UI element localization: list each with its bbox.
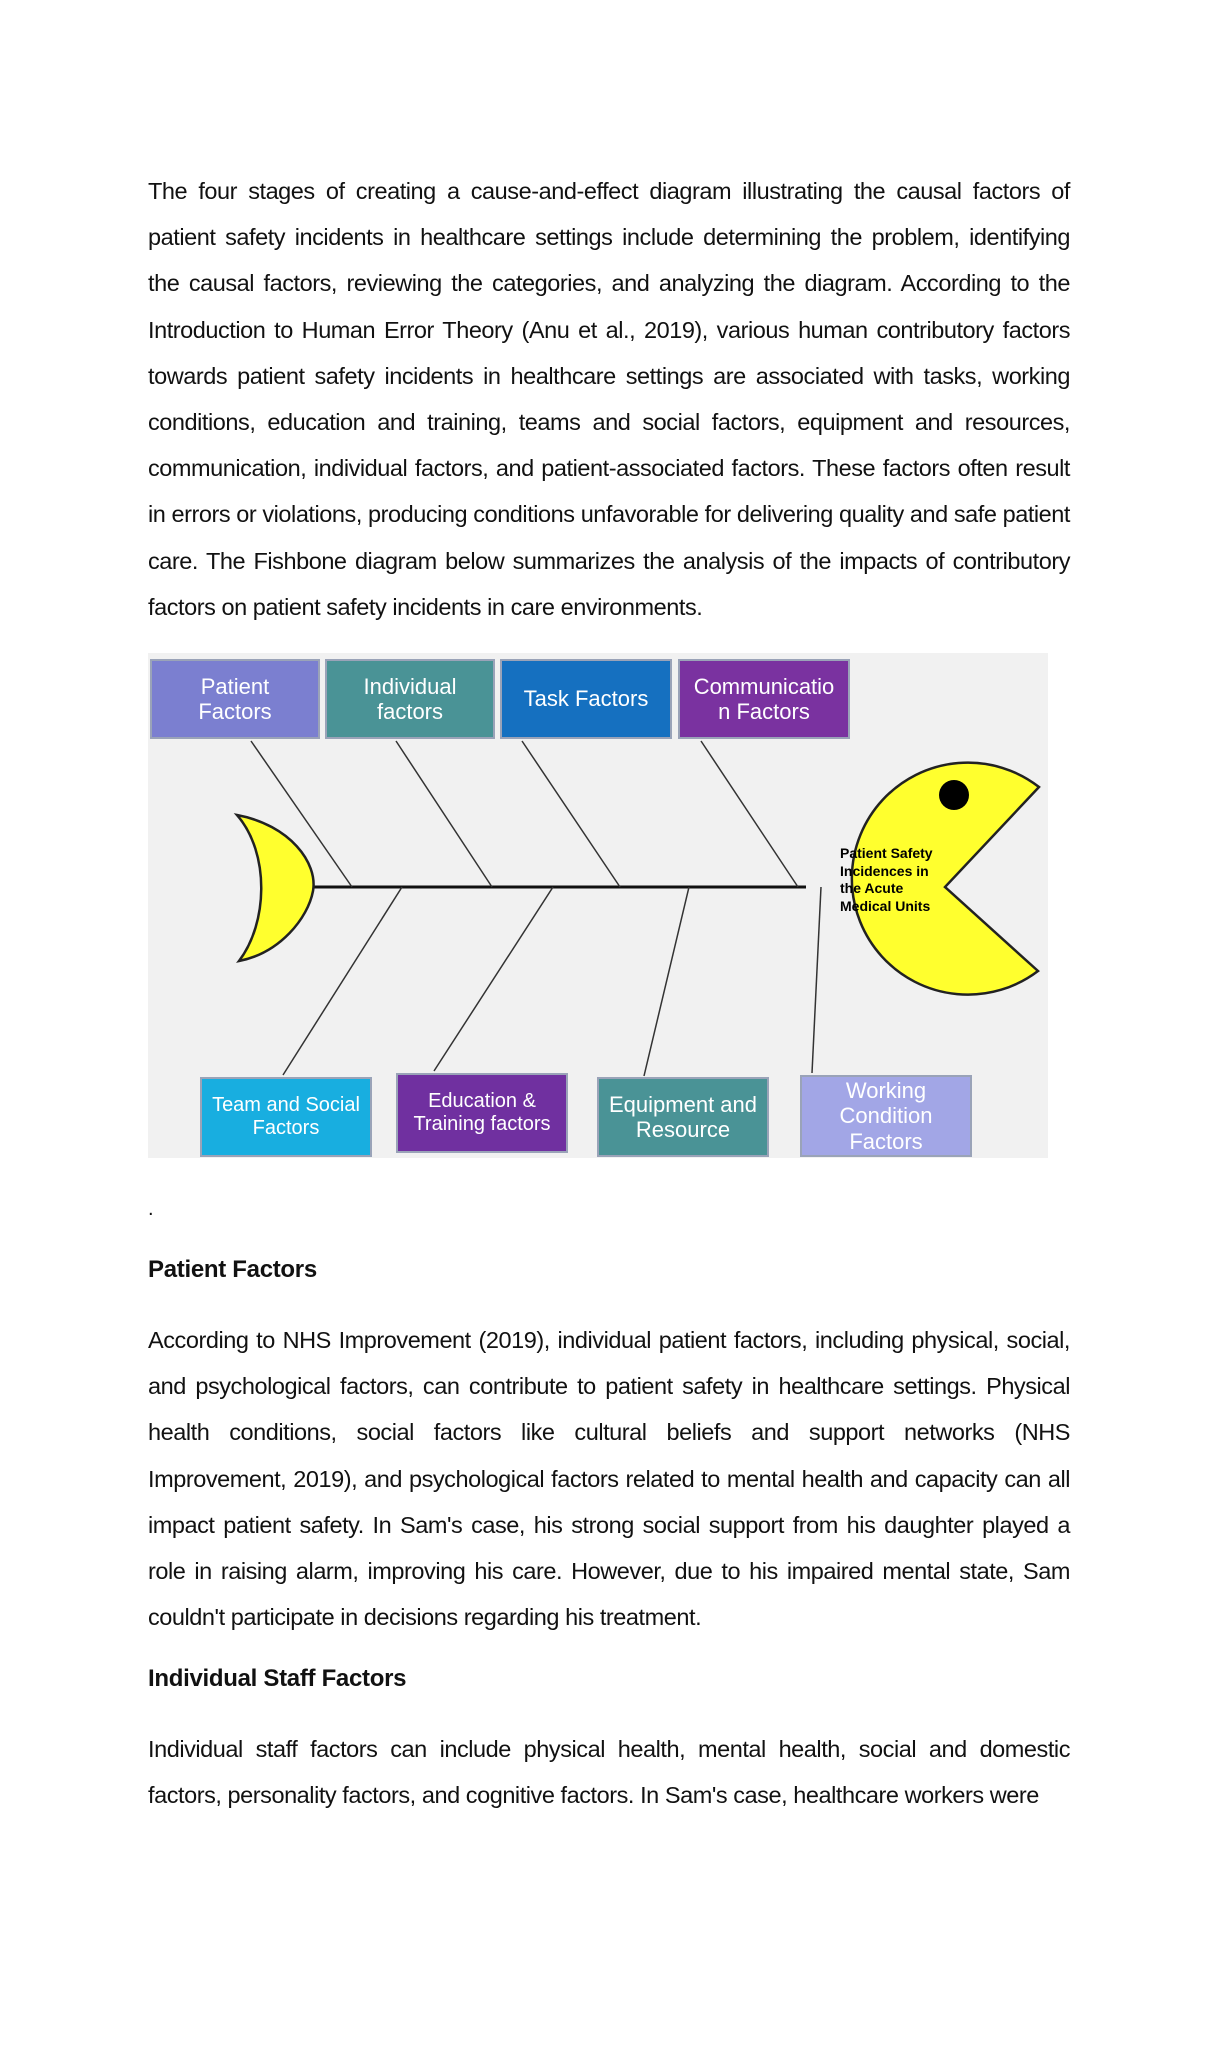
patient-factors-box bbox=[150, 659, 320, 739]
task-factors-label: Task Factors bbox=[523, 686, 649, 712]
working-condition-box bbox=[800, 1075, 972, 1157]
communication-factors-box bbox=[678, 659, 850, 739]
equipment-resource-label: Equipment and Resource bbox=[609, 1091, 757, 1142]
individual-factors-label: Individual factors bbox=[363, 673, 457, 724]
intro-paragraph: The four stages of creating a cause-and-effect diagram illustrating the causal factors of patient safety incidents in healthcare settings include determining the problem, identifying the causal factors, reviewing the categories, and analyzing the diagram. According to the Introduction to Human Error Theory (Anu et al., 2019), various human contributory factors towards patient safety incidents in healthcare settings are associated with tasks, working conditions, education and training, teams and social factors, equipment and resources, communication, individual factors, and patient-associated factors. These factors often result in errors or violations, producing conditions unfavorable for delivering quality and safe patient care. The Fishbone diagram below summarizes the analysis of the impacts of contributory factors on patient safety incidents in care environments. bbox=[148, 178, 1070, 620]
stray-period: . bbox=[148, 1198, 154, 1220]
patient-factors-paragraph: According to NHS Improvement (2019), individual patient factors, including physical, social, and psychological factors, can contribute to patient safety in healthcare settings. Physical health conditions, social factors like cultural beliefs and support networks (NHS Improvement, 2019), and psychological factors related to mental health and capacity can all impact patient safety. In Sam's case, his strong social support from his daughter played a role in raising alarm, improving his care. However, due to his impaired mental state, Sam couldn't participate in decisions regarding his treatment. bbox=[148, 1327, 1070, 1631]
communication-factors-label: Communication Factors bbox=[693, 673, 835, 724]
fish-head-label: Patient Safety Incidences in the Acute Medical Units bbox=[840, 845, 933, 914]
patient-factors-heading: Patient Factors bbox=[148, 1256, 317, 1283]
education-training-box bbox=[396, 1073, 568, 1153]
working-condition-label: Working Condition Factors bbox=[839, 1078, 933, 1154]
patient-factors-label: Patient Factors bbox=[198, 673, 272, 724]
education-training-label: Education & Training factors bbox=[413, 1090, 551, 1135]
equipment-resource-box bbox=[597, 1077, 769, 1157]
task-factors-box bbox=[500, 659, 672, 739]
individual-factors-box bbox=[325, 659, 495, 739]
individual-staff-factors-heading: Individual Staff Factors bbox=[148, 1665, 407, 1692]
individual-staff-factors-paragraph: Individual staff factors can include physical health, mental health, social and domestic factors, personality factors, and cognitive factors. In Sam's case, healthcare workers were bbox=[148, 1736, 1070, 1809]
team-social-factors-box bbox=[200, 1077, 372, 1157]
fish-eye bbox=[939, 780, 969, 810]
fishbone-diagram bbox=[148, 653, 1048, 1158]
team-social-factors-label: Team and Social Factors bbox=[212, 1094, 360, 1139]
